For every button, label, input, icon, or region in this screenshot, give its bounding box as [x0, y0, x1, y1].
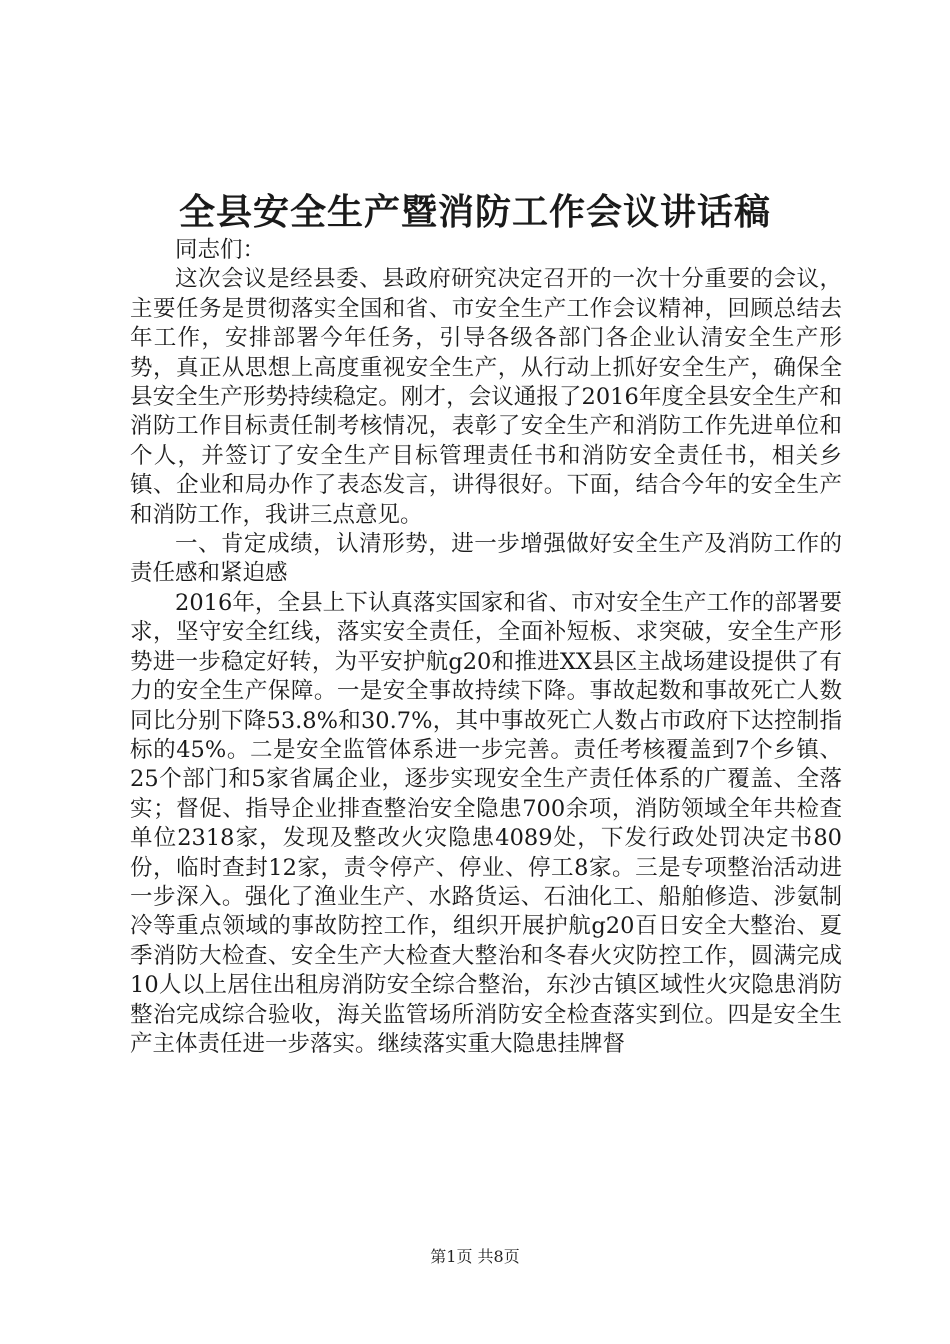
section-heading: 一、肯定成绩，认清形势，进一步增强做好安全生产及消防工作的责任感和紧迫感	[130, 531, 842, 587]
page-number-footer: 第1页 共8页	[430, 1247, 520, 1266]
body-paragraph: 2016年，全县上下认真落实国家和省、市对安全生产工作的部署要求，坚守安全红线，落实安全责任，全面补短板、求突破，安全生产形势进一步稳定好转，为平安护航g20和推进XX县区主战场建设提供了有力的安全生产保障。一是安全事故持续下降。事故起数和事故死亡人数同比分别下降53.8%和30.7%，其中事故死亡人数占市政府下达控制指标的45%。二是安全监管体系进一步完善。责任考核覆盖到7个乡镇、25个部门和5家省属企业，逐步实现安全生产责任体系的广覆盖、全落实；督促、指导企业排查整治安全隐患700余项，消防领域全年共检查单位2318家，发现及整改火灾隐患4089处，下发行政处罚决定书80份，临时查封12家，责令停产、停业、停工8家。三是专项整治活动进一步深入。强化了渔业生产、水路货运、石油化工、船舶修造、涉氨制冷等重点领域的事故防控工作，组织开展护航g20百日安全大整治、夏季消防大检查、安全生产大检查大整治和冬春火灾防控工作，圆满完成10人以上居住出租房消防安全综合整治，东沙古镇区域性火灾隐患消防整治完成综合验收，海关监管场所消防安全检查落实到位。四是安全生产主体责任进一步落实。继续落实重大隐患挂牌督	[130, 589, 842, 1057]
salutation: 同志们：	[175, 237, 266, 263]
document-body	[130, 236, 842, 1059]
body-paragraph: 这次会议是经县委、县政府研究决定召开的一次十分重要的会议，主要任务是贯彻落实全国和省、市安全生产工作会议精神，回顾总结去年工作，安排部署今年任务，引导各级各部门各企业认清安全生产形势，真正从思想上高度重视安全生产，从行动上抓好安全生产，确保全县安全生产形势持续稳定。刚才，会议通报了2016年度全县安全生产和消防工作目标责任制考核情况，表彰了安全生产和消防工作先进单位和个人，并签订了安全生产目标管理责任书和消防安全责任书，相关乡镇、企业和局办作了表态发言，讲得很好。下面，结合今年的安全生产和消防工作，我讲三点意见。	[130, 266, 842, 528]
document-title: 全县安全生产暨消防工作会议讲话稿	[178, 191, 771, 233]
